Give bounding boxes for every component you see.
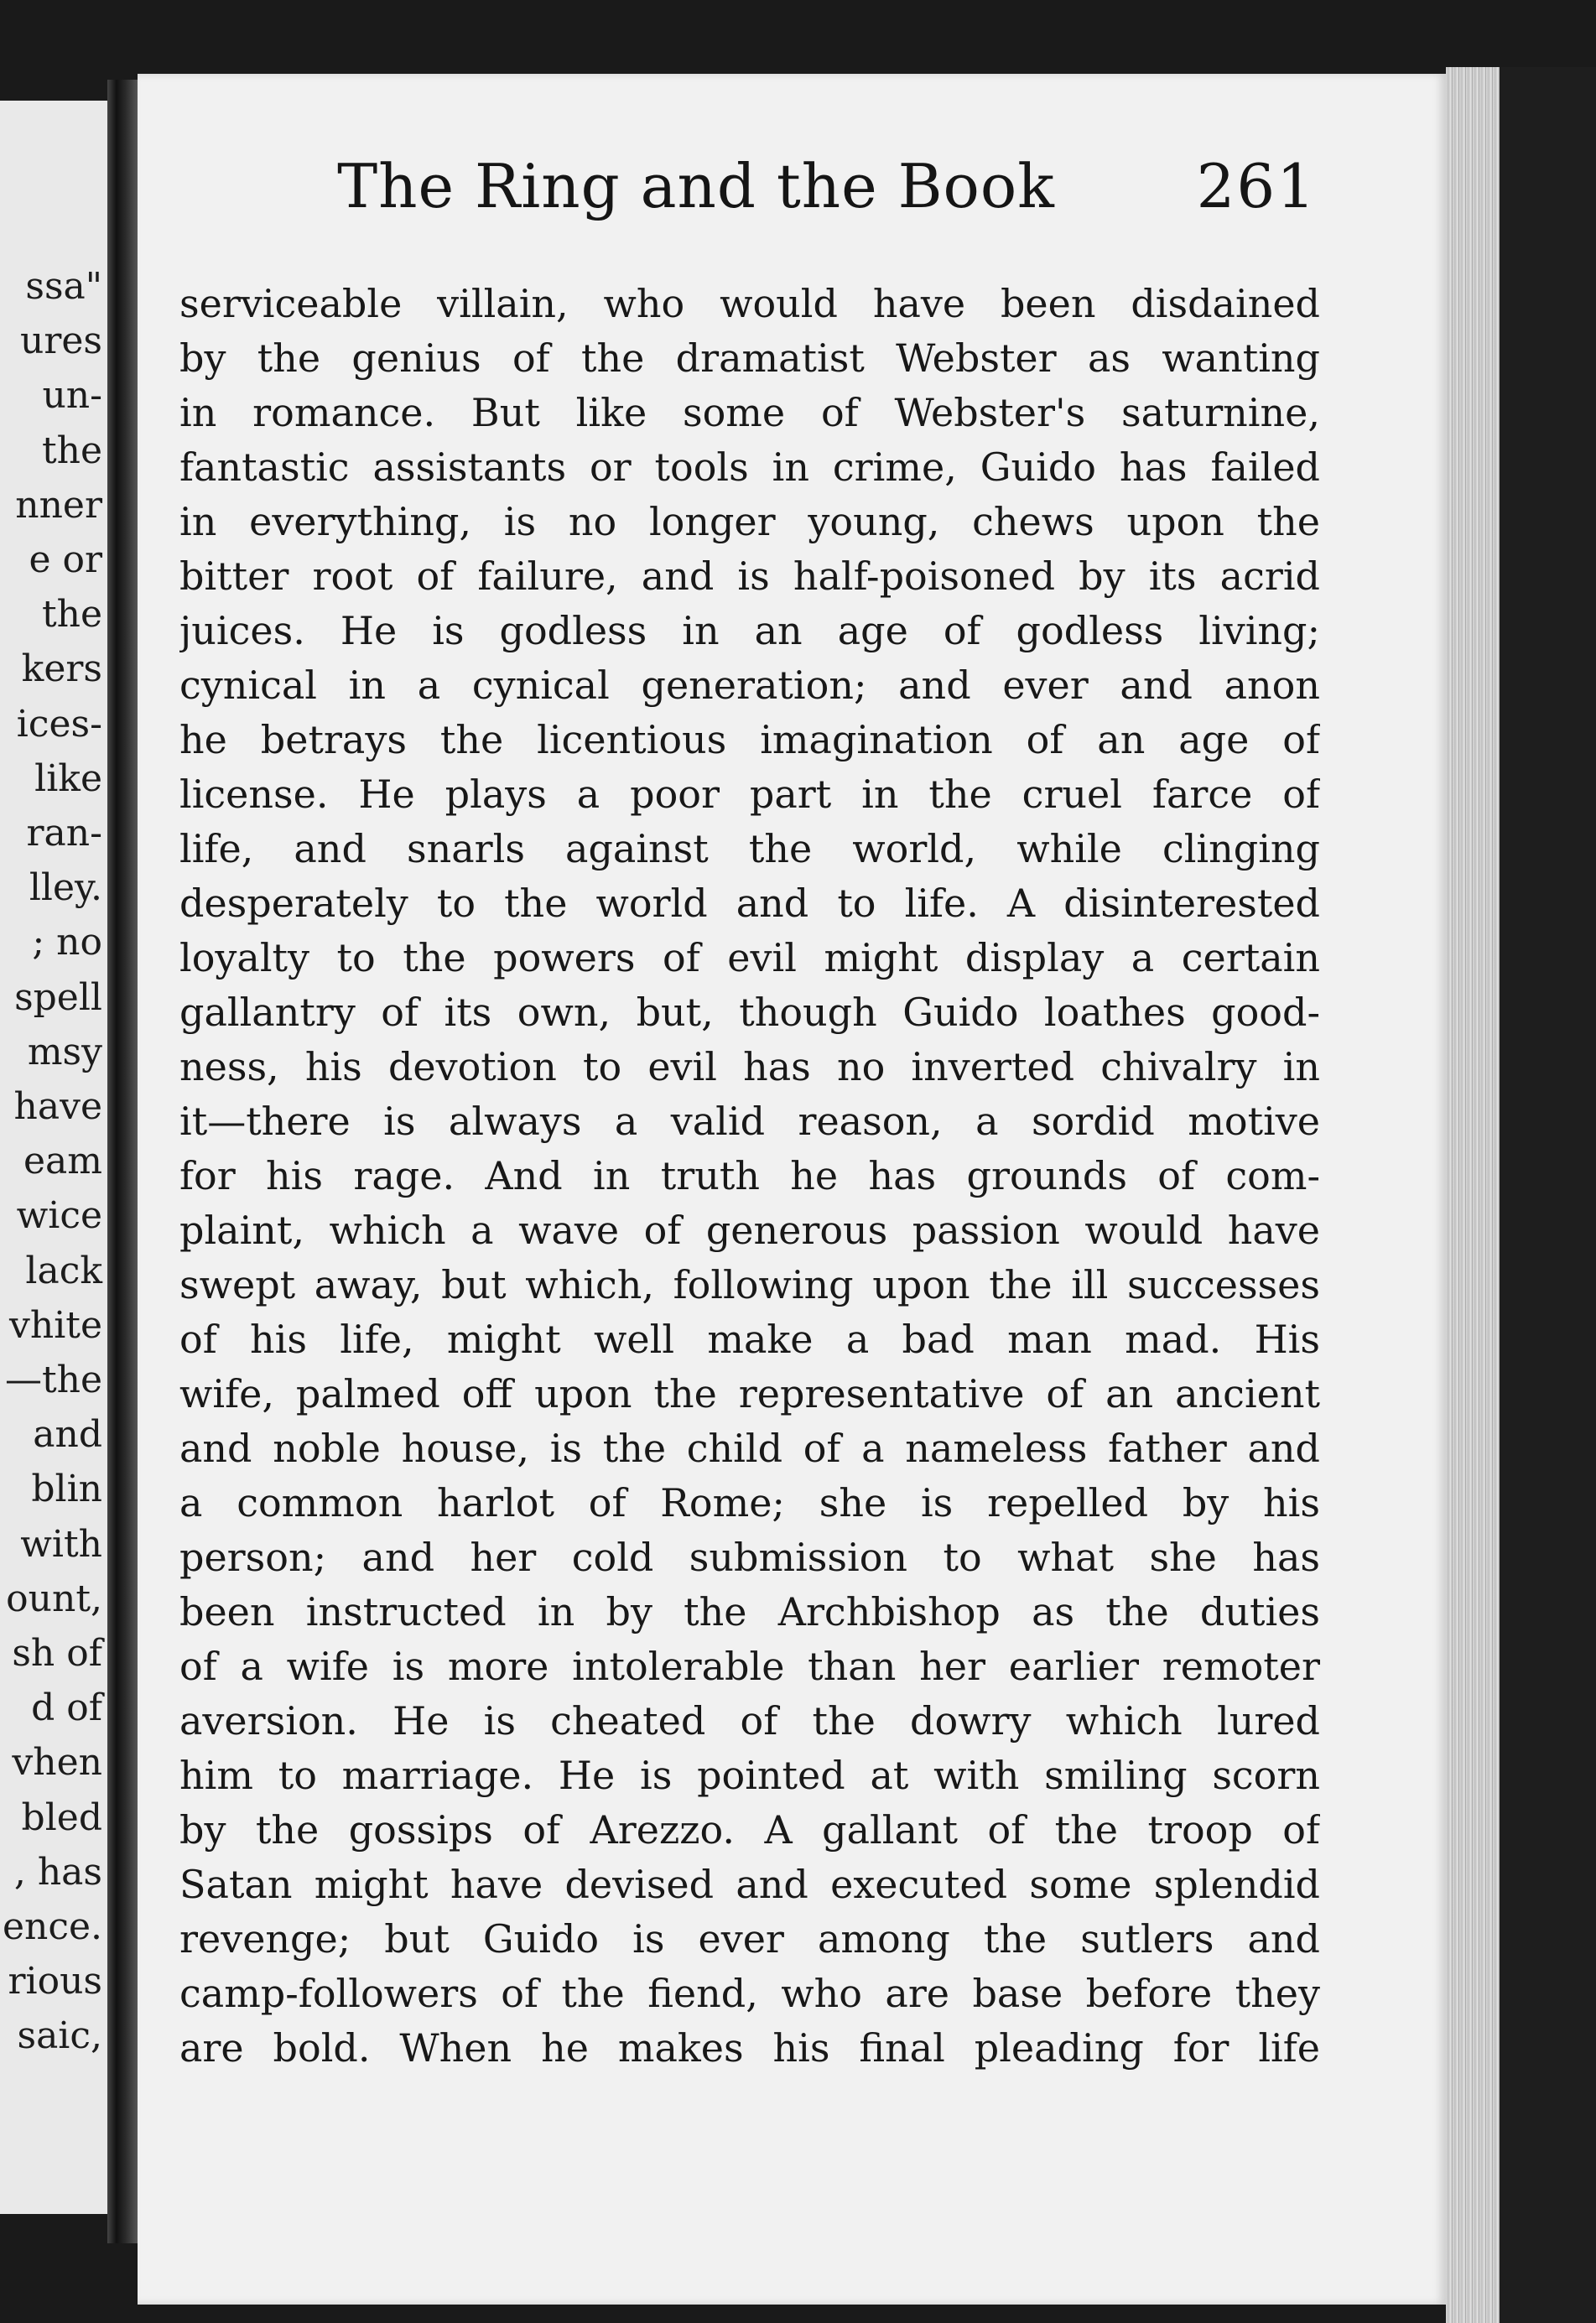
left-page-line-fragment: spell (14, 975, 102, 1019)
text-line: Satan might have devised and executed some splendid (179, 1862, 1320, 1907)
text-line: camp-followers of the fiend, who are base before they (179, 1971, 1320, 2016)
text-line: ness, his devotion to evil has no inverted chivalry in (179, 1044, 1320, 1089)
left-page-line-fragment: ; no (32, 921, 102, 964)
text-line: by the gossips of Arezzo. A gallant of the troop of (179, 1807, 1320, 1853)
text-line: in everything, is no longer young, chews upon the (179, 499, 1320, 544)
left-page-line-fragment: —the (4, 1359, 102, 1401)
text-line: fantastic assistants or tools in crime, Guido has failed (179, 444, 1320, 490)
left-page-line-fragment: the (41, 593, 102, 637)
text-line: loyalty to the powers of evil might display a certain (179, 935, 1320, 980)
text-line: license. He plays a poor part in the cruel farce of (179, 772, 1320, 817)
left-page-line-fragment: the (41, 429, 102, 472)
text-line: aversion. He is cheated of the dowry which lured (179, 1698, 1320, 1744)
binding-gutter (107, 80, 138, 2243)
left-page-line-fragment: vhen (12, 1741, 102, 1785)
edge-shadow (1500, 67, 1596, 2323)
text-line: for his rage. And in truth he has grounds of com- (179, 1153, 1320, 1198)
page-edge (1446, 67, 1500, 2323)
left-page-line-fragment: with (20, 1522, 102, 1566)
text-line: bitter root of failure, and is half-poisoned by its acrid (179, 553, 1320, 599)
text-line: life, and snarls against the world, while clinging (179, 826, 1320, 871)
text-line: it—there is always a valid reason, a sordid motive (179, 1099, 1320, 1144)
text-line: by the genius of the dramatist Webster as wanting (179, 335, 1320, 381)
text-line: swept away, but which, following upon the ill successes (179, 1262, 1320, 1307)
page-number: 261 (1196, 151, 1317, 221)
text-line: him to marriage. He is pointed at with smiling scorn (179, 1753, 1320, 1798)
body-text (179, 277, 1320, 2076)
left-page-line-fragment: ount, (6, 1577, 102, 1620)
text-line: gallantry of its own, but, though Guido loathes good- (179, 990, 1320, 1035)
running-head (201, 153, 1317, 220)
left-page-line-fragment: ence. (2, 1905, 102, 1948)
left-page-line-fragment: saic, (17, 2014, 102, 2058)
text-line: in romance. But like some of Webster's saturnine, (179, 390, 1320, 435)
left-page-line-fragment: wice (16, 1194, 102, 1238)
text-line: of a wife is more intolerable than her earlier remoter (179, 1644, 1320, 1689)
left-page-line-fragment: rious (8, 1960, 102, 2003)
left-page-line-fragment: e or (29, 538, 102, 581)
left-page-line-fragment: have (13, 1085, 102, 1128)
text-line: desperately to the world and to life. A disinterested (179, 881, 1320, 926)
running-title: The Ring and the Book (337, 151, 1055, 221)
text-line: plaint, which a wave of generous passion would have (179, 1208, 1320, 1253)
left-page-line-fragment: like (34, 756, 102, 800)
previous-page-fragment (0, 101, 107, 2214)
left-page-line-fragment: and (33, 1413, 102, 1457)
text-line: juices. He is godless in an age of godless living; (179, 608, 1320, 653)
left-page-line-fragment: kers (21, 647, 102, 691)
left-page-line-fragment: blin (31, 1468, 102, 1511)
left-page-line-fragment: vhite (9, 1303, 102, 1347)
text-line: he betrays the licentious imagination of an age of (179, 717, 1320, 762)
left-page-line-fragment: eam (23, 1140, 102, 1183)
left-page-line-fragment: nner (15, 483, 102, 527)
left-page-line-fragment: lack (25, 1249, 102, 1292)
left-page-line-fragment: ran- (26, 812, 102, 855)
left-page-line-fragment: sh of (12, 1632, 102, 1675)
text-line: serviceable villain, who would have been disdained (179, 281, 1320, 326)
text-line: been instructed in by the Archbishop as the duties (179, 1589, 1320, 1634)
text-line: wife, palmed off upon the representative of an ancient (179, 1371, 1320, 1416)
text-line: a common harlot of Rome; she is repelled by his (179, 1480, 1320, 1525)
left-page-line-fragment: lley. (29, 866, 102, 910)
left-page-line-fragment: un- (42, 374, 102, 418)
text-line: and noble house, is the child of a nameless father and (179, 1426, 1320, 1471)
text-line: person; and her cold submission to what she has (179, 1535, 1320, 1580)
left-page-line-fragment: , has (13, 1850, 102, 1894)
left-page-line-fragment: bled (21, 1796, 102, 1839)
text-line: are bold. When he makes his final pleading for life (179, 2025, 1320, 2071)
left-page-line-fragment: ures (20, 320, 102, 363)
left-page-line-fragment: msy (27, 1030, 102, 1073)
text-line: revenge; but Guido is ever among the sutlers and (179, 1916, 1320, 1962)
left-page-line-fragment: ssa" (25, 265, 102, 308)
left-page-line-fragment: ices- (16, 702, 102, 746)
text-line: of his life, might well make a bad man mad. His (179, 1317, 1320, 1362)
text-line: cynical in a cynical generation; and ever and anon (179, 663, 1320, 708)
left-page-line-fragment: d of (31, 1686, 102, 1730)
